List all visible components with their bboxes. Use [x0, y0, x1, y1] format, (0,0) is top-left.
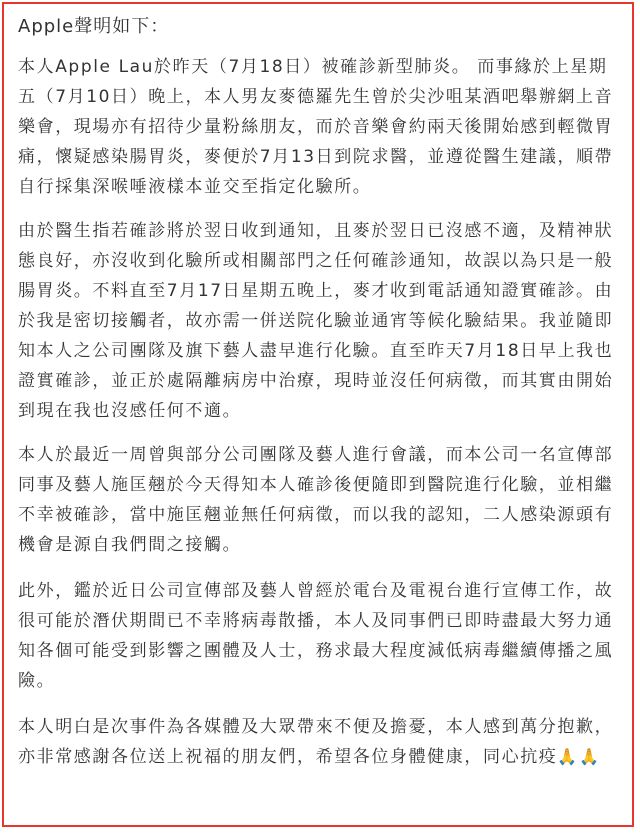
statement-paragraph-2: 由於醫生指若確診將於翌日收到通知，且麥於翌日已沒感不適，及精神狀態良好，亦沒收到化驗所或相關部門之任何確診通知，故誤以為只是一般腸胃炎。不料直至7月17日星期五晚上，麥才收到電話通知證實確診。由於我是密切接觸者，故亦需一併送院化驗並通宵等候化驗結果。我並隨即知本人之公司團隊及旗下藝人盡早進行化驗。直至昨天7月18日早上我也證實確診，並正於處隔離病房中治療，現時並沒任何病徵，而其實由開始到現在我也沒感任何不適。 [18, 221, 614, 421]
statement-paragraph-4: 此外，鑑於近日公司宣傳部及藝人曾經於電台及電視台進行宣傳工作，故很可能於潛伏期間已不幸將病毒散播，本人及同事們已即時盡最大努力通知各個可能受到影響之團體及人士，務求最大程度減低病毒繼續傳播之風險。 [18, 581, 614, 691]
statement-paragraph-5-text: 本人明白是次事件為各媒體及大眾帶來不便及擔憂，本人感到萬分抱歉，亦非常感謝各位送上祝福的朋友們，希望各位身體健康，同心抗疫 [18, 717, 614, 767]
statement-paragraph-3: 本人於最近一周曾與部分公司團隊及藝人進行會議，而本公司一名宣傳部同事及藝人施匡翹於今天得知本人確診後便隨即到醫院進行化驗，並相繼不幸被確診，當中施匡翹並無任何病徵，而以我的認知，二人感染源頭有機會是源自我們間之接觸。 [18, 445, 614, 555]
statement-paragraph-1: 本人Apple Lau於昨天（7月18日）被確診新型肺炎。 而事緣於上星期五（7月10日）晚上，本人男友麥德羅先生曾於尖沙咀某酒吧舉辦網上音樂會，現場亦有招待少量粉絲朋友，而於音樂會約兩天後開始感到輕微胃痛，懷疑感染腸胃炎，麥便於7月13日到院求醫，並遵從醫生建議，順帶自行採集深喉唾液樣本並交至指定化驗所。 [18, 57, 614, 197]
statement-paragraph-5 [18, 712, 624, 772]
statement-header: Apple聲明如下： [18, 16, 170, 37]
praying-hands-icon: 🙏🙏 [557, 747, 602, 766]
statement-card [2, 2, 634, 827]
